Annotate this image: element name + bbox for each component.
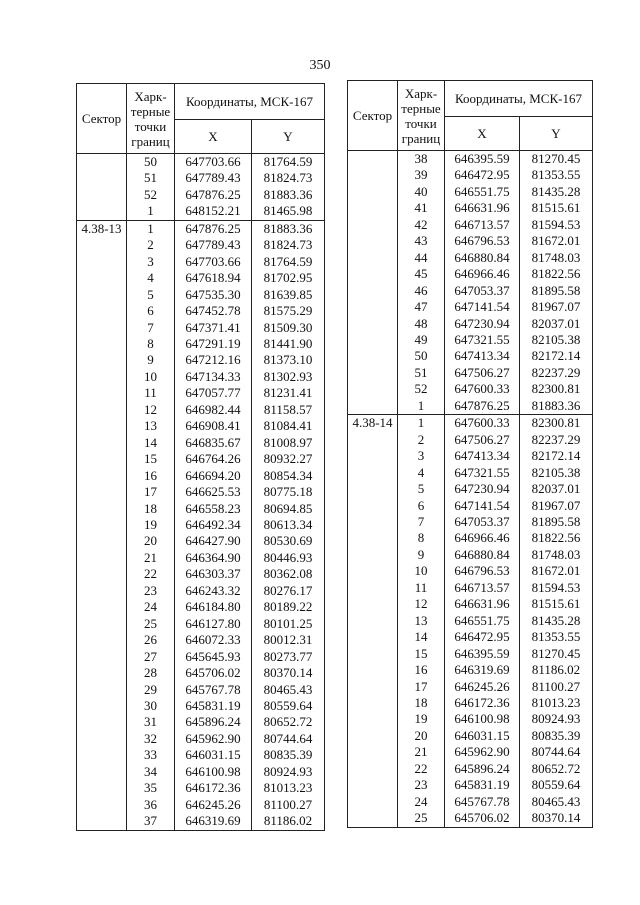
point-number-cell: 25 (398, 810, 445, 827)
y-coordinate-cell: 81302.93 (252, 369, 325, 385)
point-number-cell: 52 (398, 381, 445, 397)
point-number-cell: 29 (127, 682, 175, 698)
point-number-cell: 5 (398, 481, 445, 497)
point-number-cell: 22 (127, 566, 175, 582)
table-row (77, 220, 325, 237)
y-coordinate-cell: 81883.36 (520, 398, 593, 415)
point-number-cell: 1 (398, 398, 445, 415)
x-coordinate-cell: 646184.80 (175, 599, 252, 615)
header-y: Y (520, 117, 593, 151)
point-number-cell: 24 (398, 794, 445, 810)
x-coordinate-cell: 646551.75 (445, 613, 520, 629)
x-coordinate-cell: 646427.90 (175, 533, 252, 549)
x-coordinate-cell: 646880.84 (445, 250, 520, 266)
page-number: 350 (309, 58, 331, 73)
table-row (348, 415, 593, 432)
y-coordinate-cell: 82237.29 (520, 365, 593, 381)
y-coordinate-cell: 81100.27 (520, 679, 593, 695)
point-number-cell: 50 (398, 348, 445, 364)
point-number-cell: 32 (127, 731, 175, 747)
x-coordinate-cell: 646796.53 (445, 233, 520, 249)
y-coordinate-cell: 82105.38 (520, 465, 593, 481)
point-number-cell: 9 (398, 547, 445, 563)
x-coordinate-cell: 646100.98 (445, 711, 520, 727)
x-coordinate-cell: 645962.90 (175, 731, 252, 747)
point-number-cell: 2 (398, 432, 445, 448)
point-number-cell: 25 (127, 616, 175, 632)
x-coordinate-cell: 647230.94 (445, 316, 520, 332)
x-coordinate-cell: 645831.19 (175, 698, 252, 714)
x-coordinate-cell: 646796.53 (445, 563, 520, 579)
x-coordinate-cell: 646982.44 (175, 402, 252, 418)
y-coordinate-cell: 81515.61 (520, 596, 593, 612)
y-coordinate-cell: 81895.58 (520, 514, 593, 530)
y-coordinate-cell: 80370.14 (520, 810, 593, 827)
point-number-cell: 7 (127, 320, 175, 336)
point-number-cell: 6 (398, 498, 445, 514)
x-coordinate-cell: 646908.41 (175, 418, 252, 434)
y-coordinate-cell: 80854.34 (252, 468, 325, 484)
x-coordinate-cell: 647371.41 (175, 320, 252, 336)
x-coordinate-cell: 645706.02 (445, 810, 520, 827)
y-coordinate-cell: 81465.98 (252, 203, 325, 220)
y-coordinate-cell: 80530.69 (252, 533, 325, 549)
x-coordinate-cell: 647789.43 (175, 170, 252, 186)
y-coordinate-cell: 80559.64 (252, 698, 325, 714)
point-number-cell: 4 (127, 270, 175, 286)
header-sector: Сектор (348, 81, 398, 151)
x-coordinate-cell: 647452.78 (175, 303, 252, 319)
point-number-cell: 13 (398, 613, 445, 629)
y-coordinate-cell: 81895.58 (520, 283, 593, 299)
point-number-cell: 22 (398, 761, 445, 777)
y-coordinate-cell: 82037.01 (520, 316, 593, 332)
x-coordinate-cell: 645896.24 (175, 714, 252, 730)
x-coordinate-cell: 645896.24 (445, 761, 520, 777)
x-coordinate-cell: 647876.25 (175, 187, 252, 203)
y-coordinate-cell: 81084.41 (252, 418, 325, 434)
y-coordinate-cell: 82237.29 (520, 432, 593, 448)
y-coordinate-cell: 81158.57 (252, 402, 325, 418)
point-number-cell: 4 (398, 465, 445, 481)
point-number-cell: 24 (127, 599, 175, 615)
y-coordinate-cell: 81373.10 (252, 352, 325, 368)
point-number-cell: 51 (127, 170, 175, 186)
x-coordinate-cell: 647141.54 (445, 299, 520, 315)
y-coordinate-cell: 81672.01 (520, 563, 593, 579)
point-number-cell: 39 (398, 167, 445, 183)
x-coordinate-cell: 646100.98 (175, 764, 252, 780)
y-coordinate-cell: 80273.77 (252, 649, 325, 665)
x-coordinate-cell: 647506.27 (445, 432, 520, 448)
header-y: Y (252, 120, 325, 154)
x-coordinate-cell: 646472.95 (445, 167, 520, 183)
y-coordinate-cell: 81967.07 (520, 299, 593, 315)
point-number-cell: 42 (398, 217, 445, 233)
x-coordinate-cell: 647876.25 (175, 220, 252, 237)
y-coordinate-cell: 82037.01 (520, 481, 593, 497)
point-number-cell: 52 (127, 187, 175, 203)
y-coordinate-cell: 80446.93 (252, 550, 325, 566)
point-number-cell: 36 (127, 797, 175, 813)
point-number-cell: 20 (127, 533, 175, 549)
sector-cell: 4.38-14 (348, 415, 398, 827)
x-coordinate-cell: 646631.96 (445, 596, 520, 612)
point-number-cell: 21 (398, 744, 445, 760)
x-coordinate-cell: 647141.54 (445, 498, 520, 514)
header-sector: Сектор (77, 84, 127, 154)
point-number-cell: 49 (398, 332, 445, 348)
point-number-cell: 47 (398, 299, 445, 315)
y-coordinate-cell: 82300.81 (520, 381, 593, 397)
y-coordinate-cell: 80932.27 (252, 451, 325, 467)
x-coordinate-cell: 645706.02 (175, 665, 252, 681)
x-coordinate-cell: 647321.55 (445, 465, 520, 481)
point-number-cell: 23 (398, 777, 445, 793)
y-coordinate-cell: 80835.39 (520, 728, 593, 744)
x-coordinate-cell: 647876.25 (445, 398, 520, 415)
header-coordinates: Координаты, МСК-167 (445, 81, 593, 117)
point-number-cell: 15 (127, 451, 175, 467)
x-coordinate-cell: 646551.75 (445, 184, 520, 200)
y-coordinate-cell: 81822.56 (520, 530, 593, 546)
header-boundary-points: Харк-терные точки границ (127, 84, 175, 154)
x-coordinate-cell: 647053.37 (445, 514, 520, 530)
x-coordinate-cell: 645767.78 (445, 794, 520, 810)
x-coordinate-cell: 646243.32 (175, 583, 252, 599)
header-boundary-points: Харк-терные точки границ (398, 81, 445, 151)
y-coordinate-cell: 81509.30 (252, 320, 325, 336)
table-row (348, 151, 593, 168)
x-coordinate-cell: 647053.37 (445, 283, 520, 299)
y-coordinate-cell: 81353.55 (520, 629, 593, 645)
x-coordinate-cell: 645767.78 (175, 682, 252, 698)
x-coordinate-cell: 646966.46 (445, 530, 520, 546)
point-number-cell: 11 (398, 580, 445, 596)
point-number-cell: 37 (127, 813, 175, 830)
x-coordinate-cell: 646966.46 (445, 266, 520, 282)
point-number-cell: 30 (127, 698, 175, 714)
point-number-cell: 41 (398, 200, 445, 216)
y-coordinate-cell: 81186.02 (520, 662, 593, 678)
y-coordinate-cell: 80744.64 (520, 744, 593, 760)
y-coordinate-cell: 81013.23 (520, 695, 593, 711)
point-number-cell: 21 (127, 550, 175, 566)
point-number-cell: 5 (127, 287, 175, 303)
y-coordinate-cell: 81764.59 (252, 154, 325, 171)
y-coordinate-cell: 80744.64 (252, 731, 325, 747)
x-coordinate-cell: 646764.26 (175, 451, 252, 467)
y-coordinate-cell: 81883.36 (252, 187, 325, 203)
point-number-cell: 17 (127, 484, 175, 500)
x-coordinate-cell: 647703.66 (175, 254, 252, 270)
point-number-cell: 16 (398, 662, 445, 678)
y-coordinate-cell: 81702.95 (252, 270, 325, 286)
y-coordinate-cell: 81748.03 (520, 547, 593, 563)
y-coordinate-cell: 80924.93 (520, 711, 593, 727)
x-coordinate-cell: 645962.90 (445, 744, 520, 760)
y-coordinate-cell: 81748.03 (520, 250, 593, 266)
coordinates-table-right (347, 80, 593, 828)
x-coordinate-cell: 647506.27 (445, 365, 520, 381)
point-number-cell: 38 (398, 151, 445, 168)
y-coordinate-cell: 81353.55 (520, 167, 593, 183)
x-coordinate-cell: 645831.19 (445, 777, 520, 793)
x-coordinate-cell: 646625.53 (175, 484, 252, 500)
y-coordinate-cell: 81639.85 (252, 287, 325, 303)
sector-cell: 4.38-13 (77, 220, 127, 830)
header-coordinates: Координаты, МСК-167 (175, 84, 325, 120)
point-number-cell: 17 (398, 679, 445, 695)
point-number-cell: 6 (127, 303, 175, 319)
point-number-cell: 8 (127, 336, 175, 352)
x-coordinate-cell: 646694.20 (175, 468, 252, 484)
point-number-cell: 34 (127, 764, 175, 780)
x-coordinate-cell: 646319.69 (175, 813, 252, 830)
x-coordinate-cell: 646072.33 (175, 632, 252, 648)
x-coordinate-cell: 647535.30 (175, 287, 252, 303)
point-number-cell: 27 (127, 649, 175, 665)
y-coordinate-cell: 81435.28 (520, 613, 593, 629)
point-number-cell: 14 (127, 435, 175, 451)
x-coordinate-cell: 646172.36 (445, 695, 520, 711)
point-number-cell: 1 (398, 415, 445, 432)
y-coordinate-cell: 81575.29 (252, 303, 325, 319)
y-coordinate-cell: 81594.53 (520, 217, 593, 233)
x-coordinate-cell: 648152.21 (175, 203, 252, 220)
y-coordinate-cell: 81824.73 (252, 170, 325, 186)
point-number-cell: 19 (398, 711, 445, 727)
y-coordinate-cell: 80362.08 (252, 566, 325, 582)
y-coordinate-cell: 80276.17 (252, 583, 325, 599)
point-number-cell: 10 (398, 563, 445, 579)
point-number-cell: 18 (398, 695, 445, 711)
point-number-cell: 33 (127, 747, 175, 763)
y-coordinate-cell: 81435.28 (520, 184, 593, 200)
x-coordinate-cell: 646880.84 (445, 547, 520, 563)
y-coordinate-cell: 80189.22 (252, 599, 325, 615)
point-number-cell: 18 (127, 501, 175, 517)
y-coordinate-cell: 80613.34 (252, 517, 325, 533)
point-number-cell: 7 (398, 514, 445, 530)
y-coordinate-cell: 82172.14 (520, 448, 593, 464)
y-coordinate-cell: 81594.53 (520, 580, 593, 596)
point-number-cell: 19 (127, 517, 175, 533)
header-x: X (175, 120, 252, 154)
y-coordinate-cell: 80012.31 (252, 632, 325, 648)
point-number-cell: 48 (398, 316, 445, 332)
coordinates-table-left (76, 83, 325, 831)
y-coordinate-cell: 80101.25 (252, 616, 325, 632)
y-coordinate-cell: 81967.07 (520, 498, 593, 514)
y-coordinate-cell: 80694.85 (252, 501, 325, 517)
x-coordinate-cell: 646395.59 (445, 151, 520, 168)
y-coordinate-cell: 81100.27 (252, 797, 325, 813)
x-coordinate-cell: 646303.37 (175, 566, 252, 582)
x-coordinate-cell: 646319.69 (445, 662, 520, 678)
x-coordinate-cell: 646364.90 (175, 550, 252, 566)
point-number-cell: 23 (127, 583, 175, 599)
x-coordinate-cell: 646558.23 (175, 501, 252, 517)
point-number-cell: 12 (398, 596, 445, 612)
point-number-cell: 8 (398, 530, 445, 546)
x-coordinate-cell: 646172.36 (175, 780, 252, 796)
x-coordinate-cell: 646245.26 (445, 679, 520, 695)
point-number-cell: 26 (127, 632, 175, 648)
point-number-cell: 35 (127, 780, 175, 796)
x-coordinate-cell: 646395.59 (445, 646, 520, 662)
point-number-cell: 1 (127, 220, 175, 237)
x-coordinate-cell: 647291.19 (175, 336, 252, 352)
x-coordinate-cell: 646631.96 (445, 200, 520, 216)
x-coordinate-cell: 645645.93 (175, 649, 252, 665)
point-number-cell: 12 (127, 402, 175, 418)
point-number-cell: 9 (127, 352, 175, 368)
x-coordinate-cell: 646472.95 (445, 629, 520, 645)
point-number-cell: 46 (398, 283, 445, 299)
x-coordinate-cell: 646492.34 (175, 517, 252, 533)
y-coordinate-cell: 82172.14 (520, 348, 593, 364)
point-number-cell: 2 (127, 237, 175, 253)
y-coordinate-cell: 80465.43 (252, 682, 325, 698)
x-coordinate-cell: 646713.57 (445, 580, 520, 596)
point-number-cell: 16 (127, 468, 175, 484)
x-coordinate-cell: 646031.15 (445, 728, 520, 744)
y-coordinate-cell: 81008.97 (252, 435, 325, 451)
y-coordinate-cell: 81231.41 (252, 385, 325, 401)
x-coordinate-cell: 647134.33 (175, 369, 252, 385)
y-coordinate-cell: 80559.64 (520, 777, 593, 793)
y-coordinate-cell: 80652.72 (252, 714, 325, 730)
point-number-cell: 3 (398, 448, 445, 464)
y-coordinate-cell: 81186.02 (252, 813, 325, 830)
y-coordinate-cell: 81270.45 (520, 151, 593, 168)
y-coordinate-cell: 81013.23 (252, 780, 325, 796)
x-coordinate-cell: 646127.80 (175, 616, 252, 632)
x-coordinate-cell: 647600.33 (445, 381, 520, 397)
x-coordinate-cell: 646245.26 (175, 797, 252, 813)
point-number-cell: 14 (398, 629, 445, 645)
point-number-cell: 15 (398, 646, 445, 662)
y-coordinate-cell: 82105.38 (520, 332, 593, 348)
x-coordinate-cell: 647230.94 (445, 481, 520, 497)
y-coordinate-cell: 80775.18 (252, 484, 325, 500)
y-coordinate-cell: 81822.56 (520, 266, 593, 282)
sector-cell (77, 154, 127, 221)
point-number-cell: 45 (398, 266, 445, 282)
y-coordinate-cell: 80465.43 (520, 794, 593, 810)
table-body (348, 151, 593, 828)
sector-cell (348, 151, 398, 415)
x-coordinate-cell: 647321.55 (445, 332, 520, 348)
y-coordinate-cell: 81270.45 (520, 646, 593, 662)
x-coordinate-cell: 646713.57 (445, 217, 520, 233)
point-number-cell: 3 (127, 254, 175, 270)
point-number-cell: 50 (127, 154, 175, 171)
point-number-cell: 44 (398, 250, 445, 266)
x-coordinate-cell: 647212.16 (175, 352, 252, 368)
point-number-cell: 40 (398, 184, 445, 200)
point-number-cell: 13 (127, 418, 175, 434)
x-coordinate-cell: 647618.94 (175, 270, 252, 286)
y-coordinate-cell: 82300.81 (520, 415, 593, 432)
x-coordinate-cell: 647600.33 (445, 415, 520, 432)
y-coordinate-cell: 80652.72 (520, 761, 593, 777)
x-coordinate-cell: 647789.43 (175, 237, 252, 253)
table-row (77, 154, 325, 171)
y-coordinate-cell: 81672.01 (520, 233, 593, 249)
x-coordinate-cell: 647413.34 (445, 448, 520, 464)
point-number-cell: 31 (127, 714, 175, 730)
x-coordinate-cell: 646031.15 (175, 747, 252, 763)
point-number-cell: 10 (127, 369, 175, 385)
y-coordinate-cell: 80924.93 (252, 764, 325, 780)
point-number-cell: 43 (398, 233, 445, 249)
y-coordinate-cell: 81441.90 (252, 336, 325, 352)
point-number-cell: 20 (398, 728, 445, 744)
x-coordinate-cell: 647057.77 (175, 385, 252, 401)
y-coordinate-cell: 80370.14 (252, 665, 325, 681)
x-coordinate-cell: 647413.34 (445, 348, 520, 364)
y-coordinate-cell: 81764.59 (252, 254, 325, 270)
x-coordinate-cell: 646835.67 (175, 435, 252, 451)
point-number-cell: 1 (127, 203, 175, 220)
y-coordinate-cell: 81515.61 (520, 200, 593, 216)
table-body (77, 154, 325, 831)
point-number-cell: 28 (127, 665, 175, 681)
x-coordinate-cell: 647703.66 (175, 154, 252, 171)
point-number-cell: 51 (398, 365, 445, 381)
y-coordinate-cell: 81883.36 (252, 220, 325, 237)
point-number-cell: 11 (127, 385, 175, 401)
header-x: X (445, 117, 520, 151)
y-coordinate-cell: 80835.39 (252, 747, 325, 763)
y-coordinate-cell: 81824.73 (252, 237, 325, 253)
